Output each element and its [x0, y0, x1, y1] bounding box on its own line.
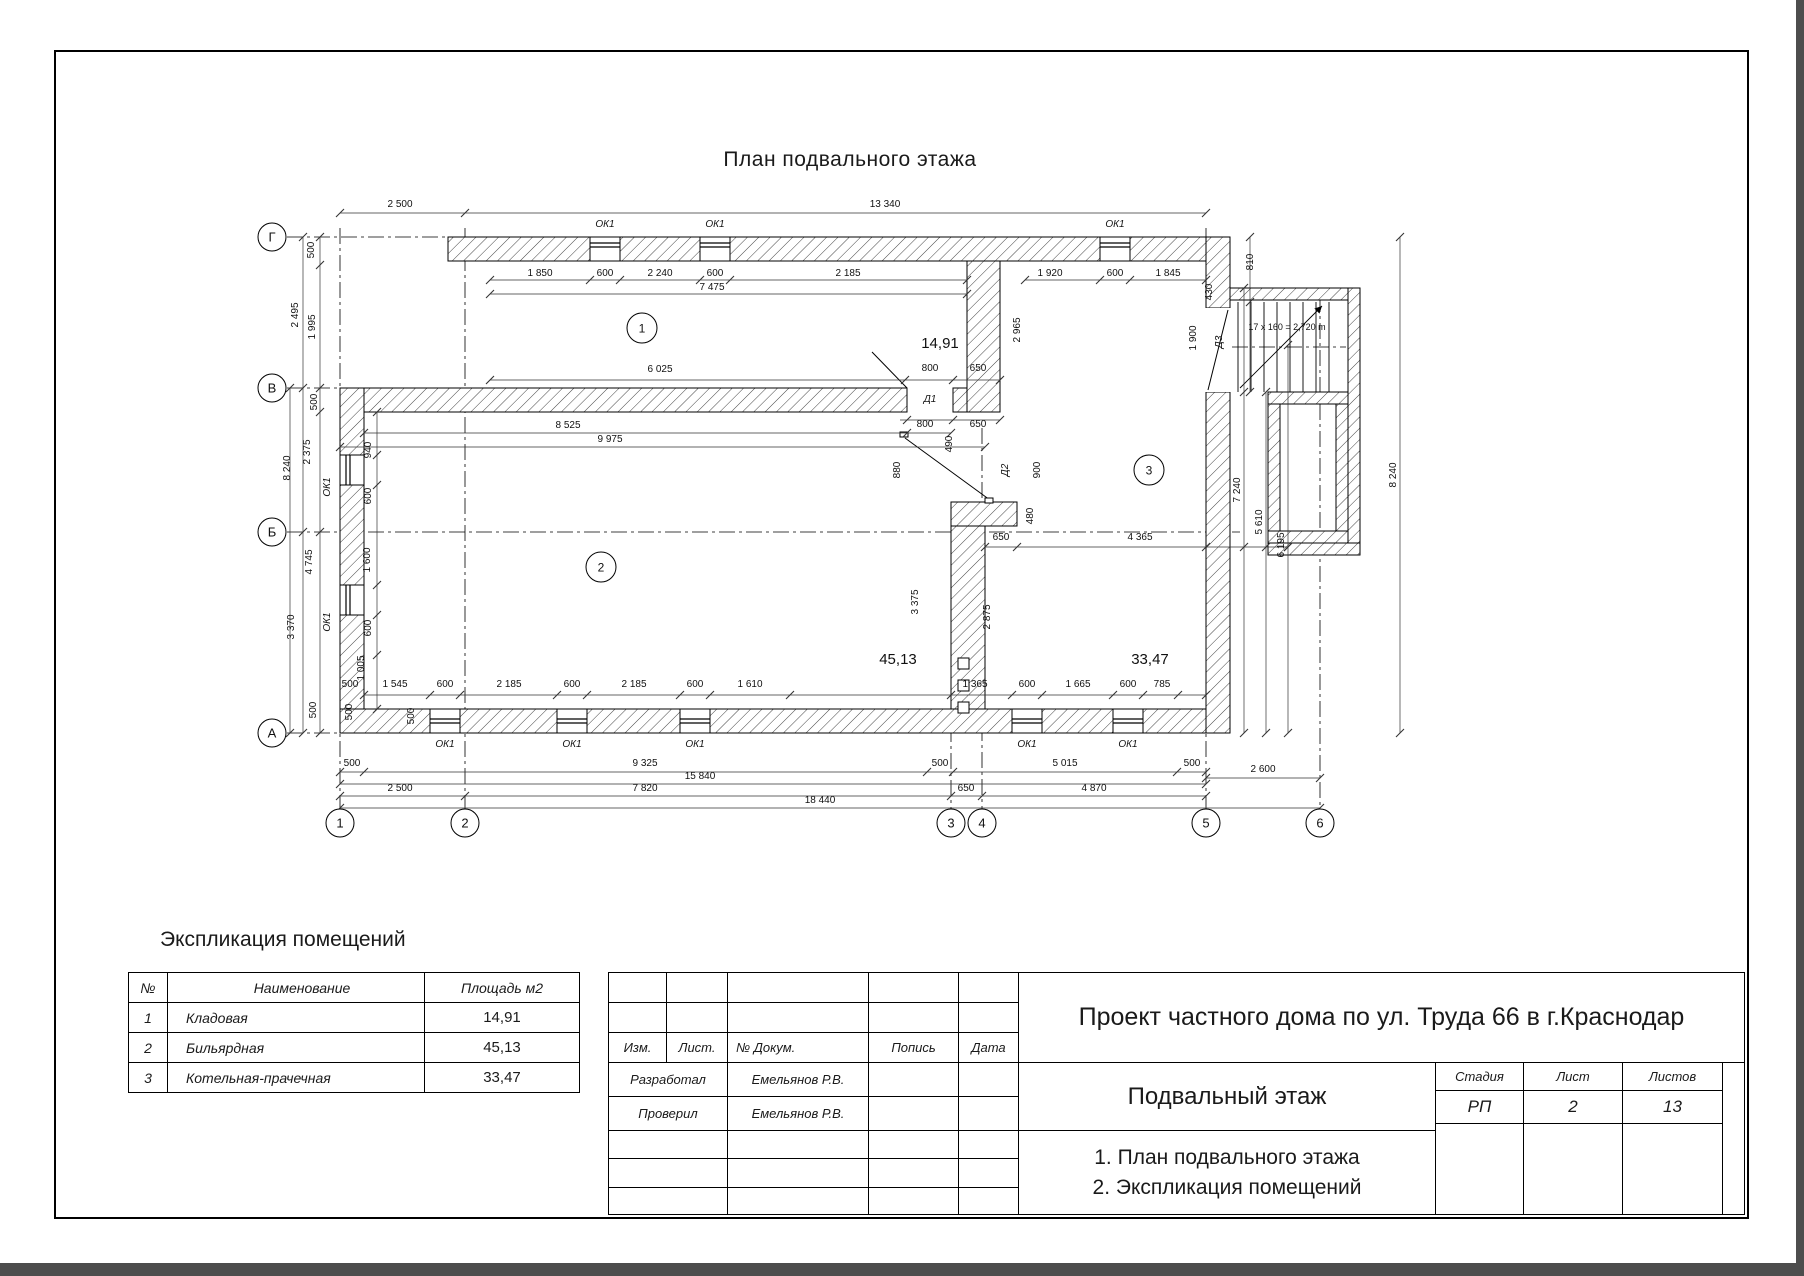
contents-line-2: 2. Экспликация помещений [1092, 1175, 1362, 1199]
room-name: Котельная-прачечная [168, 1063, 425, 1093]
sheets-label: Листов [1622, 1062, 1723, 1091]
dim-label: 1 600 [362, 547, 373, 573]
title-block [608, 972, 1745, 1215]
dim-label: 8 240 [1388, 462, 1399, 488]
dim-label: 2 500 [387, 199, 413, 210]
axis-circle-label: 3 [947, 815, 955, 831]
dim-label: 3 370 [286, 614, 297, 640]
dim-label: ОК1 [322, 477, 333, 497]
room-area: 45,13 [425, 1033, 580, 1063]
dim-label: 880 [892, 461, 903, 479]
dim-label: 8 525 [555, 420, 581, 431]
developer-name: Емельянов Р.В. [727, 1062, 869, 1097]
axis-circle-label: 6 [1316, 815, 1324, 831]
room-name: Бильярдная [168, 1033, 425, 1063]
room-no: 3 [129, 1063, 168, 1093]
sheets-total: 13 [1622, 1090, 1723, 1124]
dim-label: 1 545 [382, 679, 408, 690]
dim-label: 2 185 [496, 679, 522, 690]
dim-label: 600 [706, 268, 724, 279]
dim-label: 800 [916, 419, 934, 430]
dim-label: 1 365 [962, 679, 988, 690]
dim-label: 6 025 [647, 364, 673, 375]
dim-label: 2 495 [290, 302, 301, 328]
dim-label: 500 [931, 758, 949, 769]
dim-label: 600 [1106, 268, 1124, 279]
dim-label: ОК1 [595, 219, 615, 230]
explication-header-row [129, 973, 580, 1003]
dim-label: 500 [406, 707, 417, 725]
col-izm: Изм. [608, 1032, 667, 1063]
dim-label: 500 [343, 758, 361, 769]
dim-label: 4 365 [1127, 532, 1153, 543]
axis-circle-label: А [267, 725, 277, 741]
dim-label: 490 [944, 435, 955, 453]
contents-line-1: 1. План подвального этажа [1094, 1146, 1360, 1170]
dim-label: 7 820 [632, 783, 658, 794]
dim-label: 45,13 [879, 651, 917, 668]
dim-label: 2 965 [1012, 317, 1023, 343]
dim-label: ОК1 [322, 612, 333, 632]
stage-value: РП [1435, 1090, 1524, 1124]
dim-label: 2 500 [387, 783, 413, 794]
dim-label: 2 375 [302, 439, 313, 465]
dim-label: 3 375 [910, 589, 921, 615]
dim-label: 785 [1153, 679, 1171, 690]
dim-label: 650 [969, 419, 987, 430]
dim-label: Д3 [1214, 335, 1225, 349]
dim-label: 600 [596, 268, 614, 279]
dim-label: 13 340 [869, 199, 901, 210]
dim-label: ОК1 [435, 739, 455, 750]
dim-label: 600 [1119, 679, 1137, 690]
dim-label: 33,47 [1131, 651, 1169, 668]
col-list: Лист. [666, 1032, 728, 1063]
dim-label: 600 [363, 487, 374, 505]
sheet-label: Лист [1523, 1062, 1623, 1091]
dim-label: ОК1 [1105, 219, 1125, 230]
dim-label: 14,91 [921, 335, 959, 352]
dim-label: 810 [1245, 253, 1256, 271]
axis-circle-label: 4 [978, 815, 986, 831]
room-area: 14,91 [425, 1003, 580, 1033]
table-row [129, 1063, 580, 1093]
sheet-title: Подвальный этаж [1018, 1062, 1436, 1131]
col-doc: № Докум. [727, 1032, 869, 1063]
dim-label: 600 [686, 679, 704, 690]
dim-label: 9 975 [597, 434, 623, 445]
sheet-contents [1018, 1130, 1436, 1215]
dim-label: Д2 [1000, 463, 1011, 477]
col-name: Наименование [168, 973, 425, 1003]
dim-label: 500 [308, 701, 319, 719]
dim-label: ОК1 [1017, 739, 1037, 750]
dim-label: 1 845 [1155, 268, 1181, 279]
dim-label: 4 870 [1081, 783, 1107, 794]
dim-label: ОК1 [1118, 739, 1138, 750]
dim-label: 9 325 [632, 758, 658, 769]
dim-label: 17 x 160 = 2,720 m [1248, 322, 1326, 332]
dim-label: 500 [306, 241, 317, 259]
axis-circle-label: 2 [461, 815, 469, 831]
dim-label: 1 920 [1037, 268, 1063, 279]
axis-circles [258, 223, 1334, 837]
dim-label: 600 [563, 679, 581, 690]
axis-circle-label: Г [268, 229, 276, 245]
dim-label: ОК1 [685, 739, 705, 750]
col-sign: Попись [868, 1032, 959, 1063]
dim-label: 500 [309, 393, 320, 411]
explication-heading: Экспликация помещений [160, 928, 406, 951]
stage-label: Стадия [1435, 1062, 1524, 1091]
dim-label: 1 900 [1188, 325, 1199, 351]
dim-label: 600 [436, 679, 454, 690]
dim-label: 600 [363, 619, 374, 637]
dim-label: 1 610 [737, 679, 763, 690]
dim-label: Д1 [923, 394, 937, 405]
axis-circle-label: 1 [336, 815, 344, 831]
dim-label: 8 240 [282, 455, 293, 481]
dim-label: 650 [969, 363, 987, 374]
dim-label: 5 610 [1254, 509, 1265, 535]
dim-label: 1 995 [307, 314, 318, 340]
dim-label: 430 [1204, 283, 1215, 301]
dim-label: 7 475 [699, 282, 725, 293]
window-symbols [340, 237, 1143, 733]
table-row [129, 1033, 580, 1063]
dim-label: 940 [363, 441, 374, 459]
dim-label: 600 [1018, 679, 1036, 690]
col-date: Дата [958, 1032, 1019, 1063]
axis-circle-label: Б [267, 524, 277, 540]
dim-label: 15 840 [684, 771, 716, 782]
page-title: План подвального этажа [723, 148, 977, 171]
dim-label: 18 440 [804, 795, 836, 806]
room-area: 33,47 [425, 1063, 580, 1093]
dim-label: 900 [1032, 461, 1043, 479]
room-number: 2 [597, 560, 605, 575]
dim-label: 650 [957, 783, 975, 794]
axis-circle-label: В [267, 380, 277, 396]
dim-label: 2 240 [647, 268, 673, 279]
dim-label: 2 875 [982, 604, 993, 630]
dim-label: 2 600 [1250, 764, 1276, 775]
role-developed: Разработал [608, 1062, 728, 1097]
sheet-number: 2 [1523, 1090, 1623, 1124]
room-no: 2 [129, 1033, 168, 1063]
dim-label: ОК1 [562, 739, 582, 750]
explication-table [128, 972, 580, 1093]
dim-label: 6 195 [1276, 532, 1287, 558]
dim-label: 500 [1183, 758, 1201, 769]
room-name: Кладовая [168, 1003, 425, 1033]
room-no: 1 [129, 1003, 168, 1033]
room-number: 3 [1145, 463, 1153, 478]
dim-label: 7 240 [1232, 477, 1243, 503]
project-title: Проект частного дома по ул. Труда 66 в г.Краснодар [1018, 972, 1745, 1063]
dim-label: 500 [344, 703, 355, 721]
col-number: № [129, 973, 168, 1003]
col-area: Площадь м2 [425, 973, 580, 1003]
dim-label: 480 [1025, 507, 1036, 525]
dim-label: 1 850 [527, 268, 553, 279]
dim-label: 800 [921, 363, 939, 374]
table-row [129, 1003, 580, 1033]
dim-label: 650 [992, 532, 1010, 543]
dim-label: 1 005 [356, 655, 367, 681]
dim-label: 4 745 [304, 549, 315, 575]
dim-label: 2 185 [835, 268, 861, 279]
dim-label: 500 [341, 679, 359, 690]
dim-label: ОК1 [705, 219, 725, 230]
room-number: 1 [638, 321, 646, 336]
dim-label: 1 665 [1065, 679, 1091, 690]
axis-circle-label: 5 [1202, 815, 1210, 831]
dim-label: 5 015 [1052, 758, 1078, 769]
dim-label: 2 185 [621, 679, 647, 690]
role-checked: Проверил [608, 1096, 728, 1131]
checker-name: Емельянов Р.В. [727, 1096, 869, 1131]
